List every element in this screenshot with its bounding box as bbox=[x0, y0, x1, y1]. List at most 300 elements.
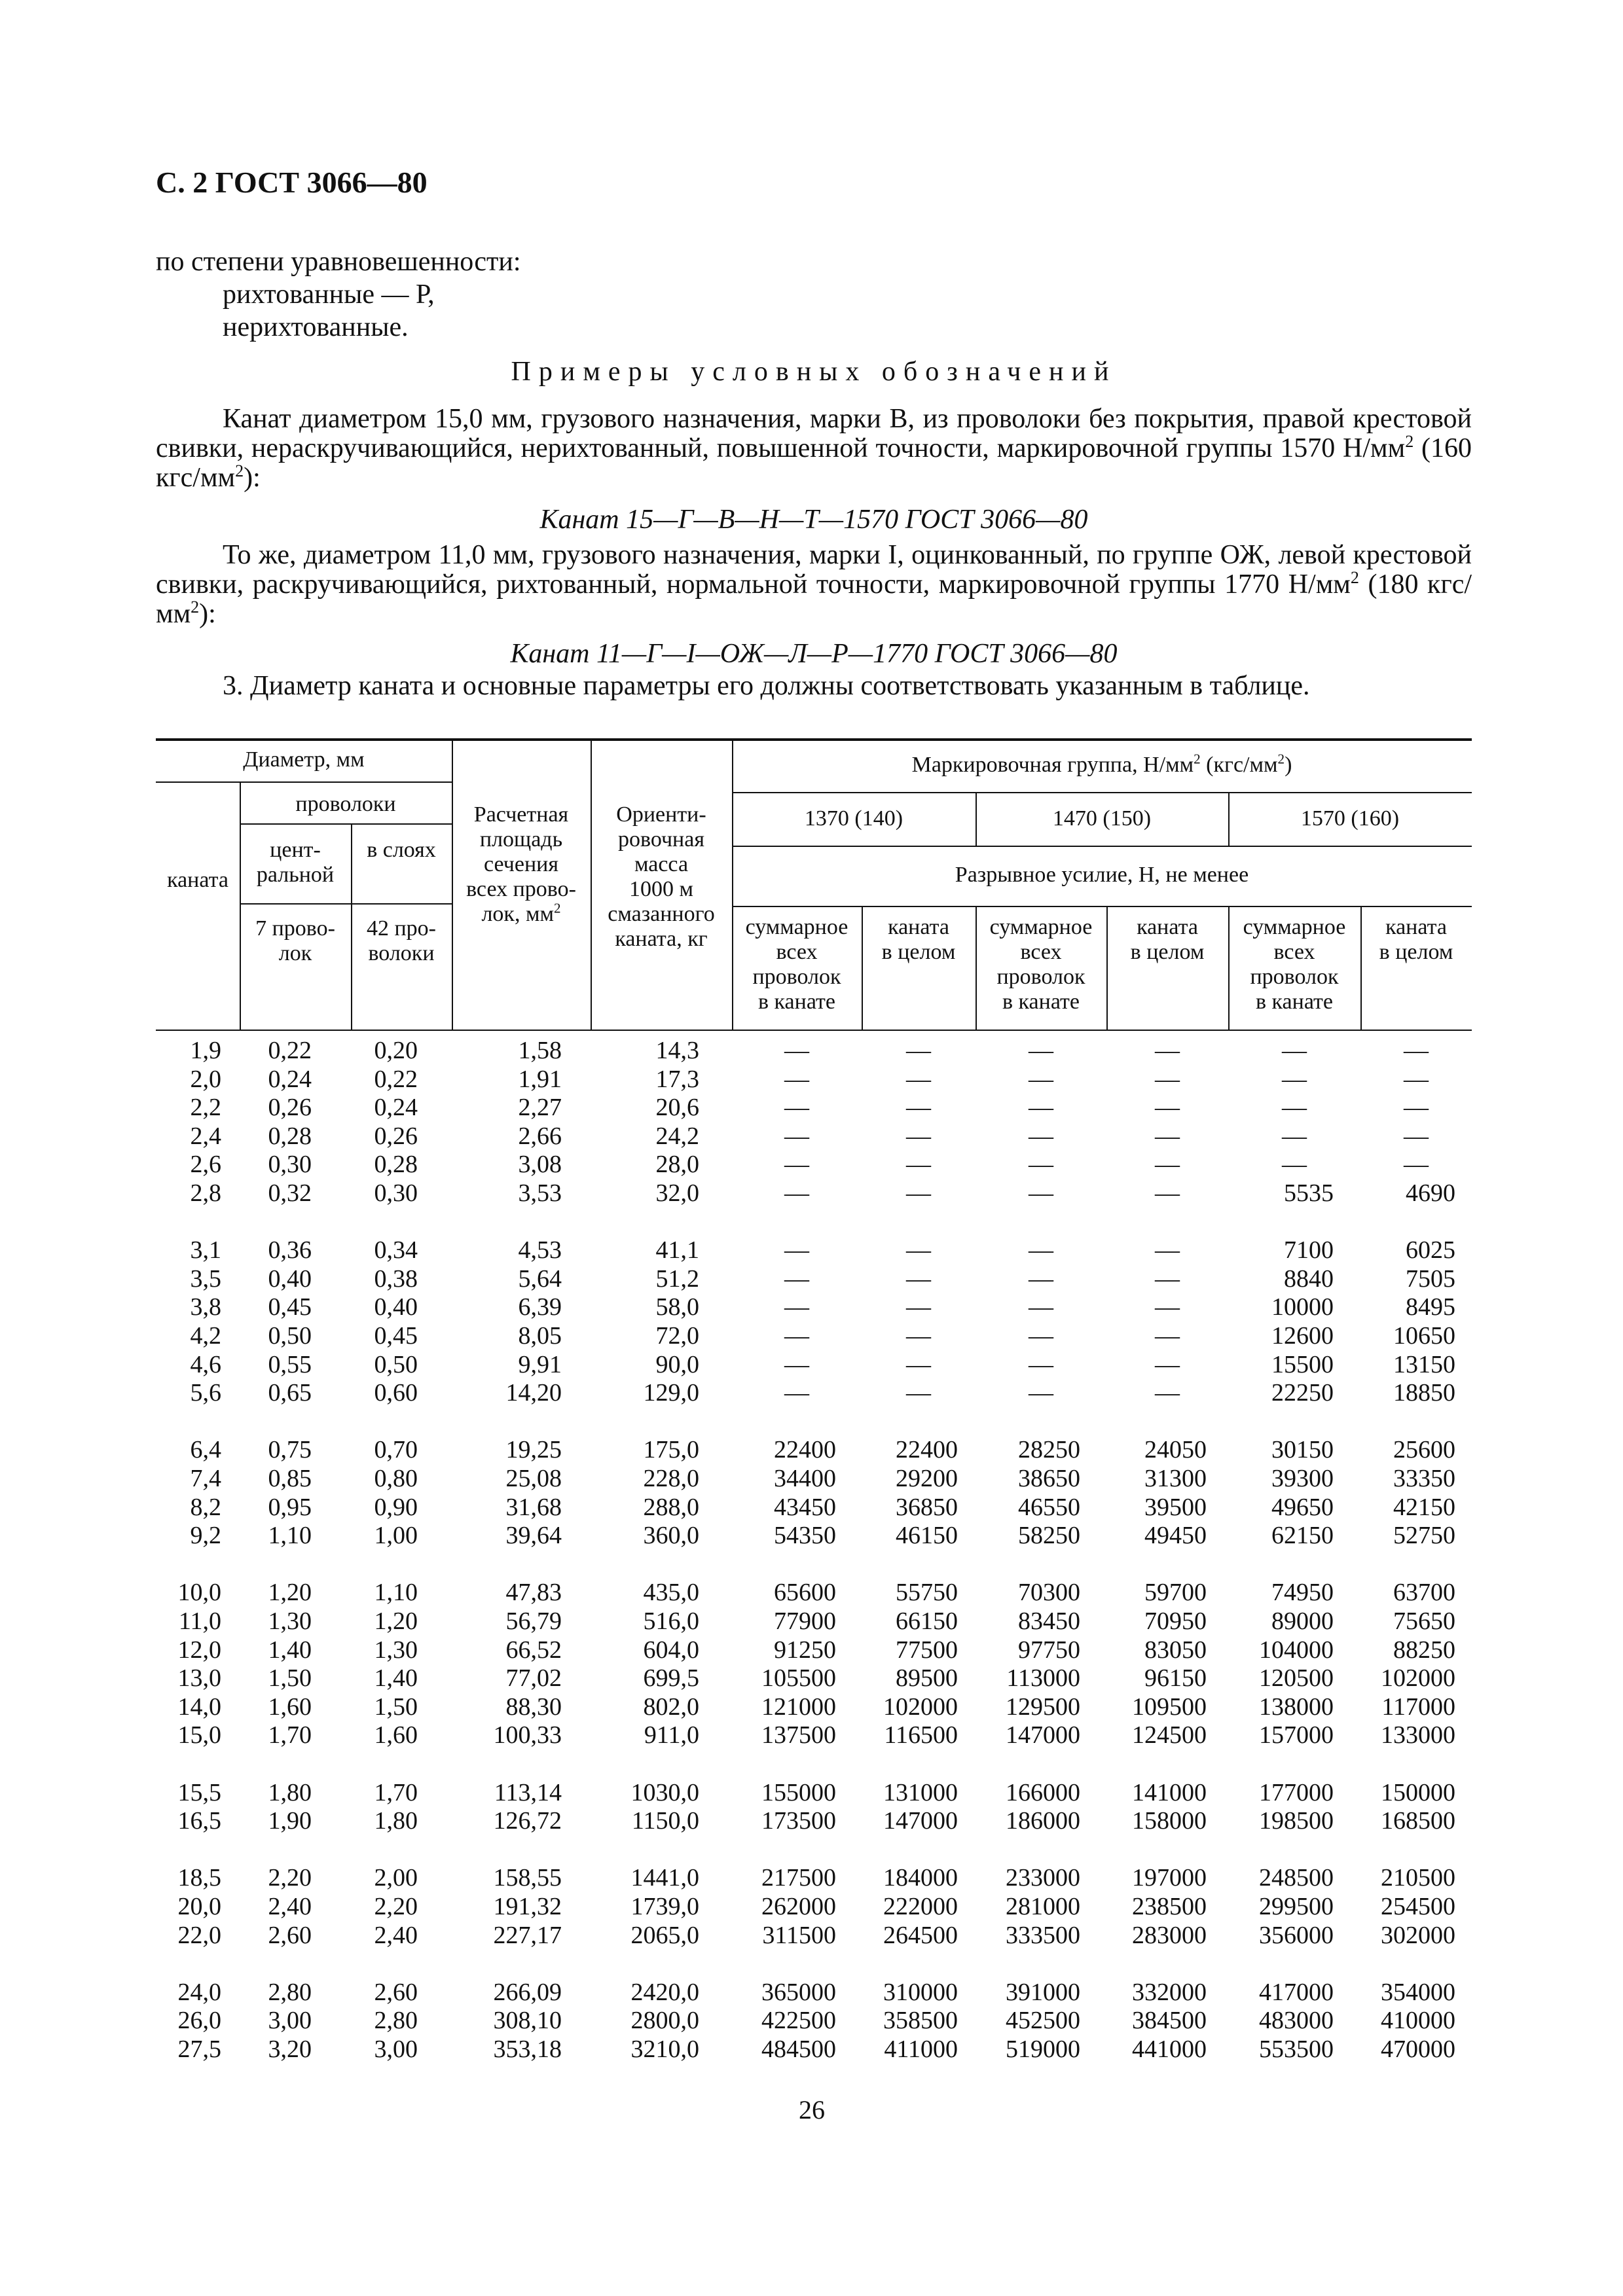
table-cell: — bbox=[1029, 1094, 1053, 1122]
header-central: цент- ральной bbox=[256, 838, 335, 887]
table-cell: 102000 bbox=[883, 1693, 958, 1721]
table-cell: 3210,0 bbox=[630, 2036, 699, 2063]
table-cell: 20,6 bbox=[655, 1094, 699, 1122]
table-cell: 42150 bbox=[1393, 1493, 1455, 1521]
table-cell: 52750 bbox=[1393, 1522, 1455, 1550]
table-cell: 19,25 bbox=[505, 1436, 562, 1464]
table-cell: 33350 bbox=[1393, 1465, 1455, 1492]
table-cell: 120500 bbox=[1259, 1664, 1334, 1693]
table-cell: 51,2 bbox=[655, 1265, 699, 1293]
table-cell: 90,0 bbox=[655, 1350, 699, 1378]
table-cell: — bbox=[1282, 1151, 1307, 1179]
table-cell: 5,64 bbox=[518, 1265, 562, 1293]
table-cell: 91250 bbox=[774, 1636, 836, 1664]
table-cell: 310000 bbox=[883, 1978, 958, 2006]
table-cell: 15500 bbox=[1271, 1350, 1334, 1378]
table-cell: 365000 bbox=[761, 1978, 836, 2006]
table-cell: 70950 bbox=[1144, 1607, 1207, 1635]
table-cell: 332000 bbox=[1132, 1978, 1207, 2006]
table-cell: 0,50 bbox=[374, 1350, 418, 1378]
header-whole-1570: каната в целом bbox=[1379, 915, 1453, 964]
example-2-text: То же, диаметром 11,0 мм, грузового назначения, марки I, оцинкованный, по группе ОЖ, левой крестовой свивки, раскручивающийся, рихтованный, нормальной точности, маркировочной группы 1770 $Н/мм^2$ (180 кгс/$мм^2$): bbox=[156, 540, 1472, 629]
table-cell: 117000 bbox=[1381, 1693, 1455, 1721]
table-cell: 0,45 bbox=[374, 1322, 418, 1350]
table-cell: 32,0 bbox=[655, 1179, 699, 1207]
table-cell: 7100 bbox=[1284, 1236, 1334, 1265]
table-cell: — bbox=[784, 1236, 809, 1265]
table-cell: 384500 bbox=[1132, 2007, 1207, 2035]
table-cell: 1,9 bbox=[190, 1037, 221, 1064]
table-cell: 1,50 bbox=[268, 1664, 312, 1693]
table-cell: — bbox=[906, 1236, 931, 1265]
table-cell: 3,1 bbox=[190, 1236, 221, 1265]
table-cell: 22400 bbox=[896, 1436, 958, 1464]
table-cell: 88250 bbox=[1393, 1636, 1455, 1664]
header-wires: проволоки bbox=[295, 792, 396, 816]
page-header: С. 2 ГОСТ 3066—80 bbox=[156, 166, 428, 199]
table-cell: 9,91 bbox=[518, 1350, 562, 1378]
table-cell: — bbox=[1282, 1122, 1307, 1150]
table-cell: — bbox=[1404, 1122, 1429, 1150]
table-cell: 6,4 bbox=[190, 1436, 221, 1464]
table-cell: 34400 bbox=[774, 1465, 836, 1492]
table-cell: 14,20 bbox=[505, 1379, 562, 1407]
table-cell: 3,5 bbox=[190, 1265, 221, 1293]
table-cell: 233000 bbox=[1006, 1864, 1080, 1892]
table-cell: 38650 bbox=[1018, 1465, 1080, 1492]
table-cell: 1739,0 bbox=[630, 1893, 699, 1920]
table-cell: 1,00 bbox=[374, 1522, 418, 1550]
table-cell: — bbox=[1029, 1293, 1053, 1321]
table-cell: 75650 bbox=[1393, 1607, 1455, 1635]
header-mass: Ориенти- ровочная масса 1000 м смазанного каната, кг bbox=[608, 802, 715, 951]
table-cell: 63700 bbox=[1393, 1579, 1455, 1607]
table-cell: — bbox=[906, 1065, 931, 1093]
table-cell: 22,0 bbox=[177, 1921, 221, 1949]
table-cell: 5535 bbox=[1284, 1179, 1334, 1207]
table-cell: 89500 bbox=[896, 1664, 958, 1693]
table-cell: 150000 bbox=[1381, 1778, 1455, 1806]
table-cell: 2,20 bbox=[268, 1864, 312, 1892]
table-cell: 0,40 bbox=[268, 1265, 312, 1293]
table-cell: — bbox=[1404, 1094, 1429, 1122]
table-cell: 441000 bbox=[1132, 2036, 1207, 2063]
table-cell: 25,08 bbox=[505, 1465, 562, 1492]
header-group-1470: 1470 (150) bbox=[1052, 806, 1152, 831]
table-cell: 36850 bbox=[896, 1493, 958, 1521]
table-cell: 197000 bbox=[1132, 1864, 1207, 1892]
table-cell: 435,0 bbox=[643, 1579, 699, 1607]
table-cell: 15,5 bbox=[177, 1778, 221, 1806]
table-cell: 311500 bbox=[762, 1921, 836, 1949]
table-cell: 65600 bbox=[774, 1579, 836, 1607]
table-cell: 0,26 bbox=[374, 1122, 418, 1150]
table-cell: 1,80 bbox=[268, 1778, 312, 1806]
table-cell: 49650 bbox=[1271, 1493, 1334, 1521]
header-breaking-force: Разрывное усилие, Н, не менее bbox=[955, 863, 1249, 887]
table-cell: 1,40 bbox=[374, 1664, 418, 1693]
table-cell: 41,1 bbox=[655, 1236, 699, 1265]
table-cell: 10,0 bbox=[177, 1579, 221, 1607]
table-cell: 2065,0 bbox=[630, 1921, 699, 1949]
table-cell: 1,60 bbox=[268, 1693, 312, 1721]
table-cell: 31300 bbox=[1144, 1465, 1207, 1492]
table-cell: 8840 bbox=[1284, 1265, 1334, 1293]
table-cell: 2800,0 bbox=[630, 2007, 699, 2035]
table-cell: 391000 bbox=[1006, 1978, 1080, 2006]
table-cell: — bbox=[784, 1122, 809, 1150]
table-cell: 210500 bbox=[1381, 1864, 1455, 1892]
examples-title: Примеры условных обозначений bbox=[511, 357, 1117, 387]
table-cell: 1150,0 bbox=[631, 1807, 699, 1835]
table-cell: 422500 bbox=[761, 2007, 836, 2035]
table-cell: — bbox=[784, 1265, 809, 1293]
table-cell: 0,28 bbox=[374, 1151, 418, 1179]
table-cell: 411000 bbox=[884, 2036, 958, 2063]
table-cell: 0,24 bbox=[268, 1065, 312, 1093]
clause-3: 3. Диаметр каната и основные параметры его должны соответствовать указанным в таблице. bbox=[223, 671, 1310, 701]
table-cell: 0,36 bbox=[268, 1236, 312, 1265]
table-cell: 137500 bbox=[761, 1721, 836, 1749]
table-cell: — bbox=[906, 1094, 931, 1122]
table-cell: 452500 bbox=[1006, 2007, 1080, 2035]
table-cell: 124500 bbox=[1132, 1721, 1207, 1749]
table-cell: 0,50 bbox=[268, 1322, 312, 1350]
table-cell: — bbox=[784, 1350, 809, 1378]
table-cell: 6,39 bbox=[518, 1293, 562, 1321]
table-cell: — bbox=[1029, 1265, 1053, 1293]
table-cell: 1,90 bbox=[268, 1807, 312, 1835]
table-cell: — bbox=[1029, 1122, 1053, 1150]
table-cell: 1,70 bbox=[374, 1778, 418, 1806]
table-cell: 2,40 bbox=[268, 1893, 312, 1920]
table-cell: 12600 bbox=[1271, 1322, 1334, 1350]
table-cell: 2,0 bbox=[190, 1065, 221, 1093]
table-cell: — bbox=[1029, 1037, 1053, 1064]
table-cell: 228,0 bbox=[643, 1465, 699, 1492]
table-cell: 100,33 bbox=[493, 1721, 562, 1749]
header-group-1370: 1370 (140) bbox=[804, 806, 903, 831]
table-cell: — bbox=[1029, 1065, 1053, 1093]
table-cell: 2,2 bbox=[190, 1094, 221, 1122]
table-cell: 0,28 bbox=[268, 1122, 312, 1150]
table-cell: 31,68 bbox=[505, 1493, 562, 1521]
table-cell: 358500 bbox=[883, 2007, 958, 2035]
table-cell: 410000 bbox=[1381, 2007, 1455, 2035]
table-cell: — bbox=[1029, 1322, 1053, 1350]
table-cell: 155000 bbox=[761, 1778, 836, 1806]
table-cell: 254500 bbox=[1381, 1893, 1455, 1920]
table-cell: 1030,0 bbox=[630, 1778, 699, 1806]
table-cell: 126,72 bbox=[493, 1807, 562, 1835]
table-cell: 353,18 bbox=[493, 2036, 562, 2063]
table-cell: 0,95 bbox=[268, 1493, 312, 1521]
table-cell: 191,32 bbox=[493, 1893, 562, 1920]
table-cell: 604,0 bbox=[643, 1636, 699, 1664]
table-cell: 4,53 bbox=[518, 1236, 562, 1265]
table-cell: 2,00 bbox=[374, 1864, 418, 1892]
table-cell: 24050 bbox=[1144, 1436, 1207, 1464]
table-cell: 217500 bbox=[761, 1864, 836, 1892]
table-cell: — bbox=[1155, 1379, 1180, 1407]
table-cell: 28,0 bbox=[655, 1151, 699, 1179]
table-cell: 55750 bbox=[896, 1579, 958, 1607]
table-cell: — bbox=[1155, 1037, 1180, 1064]
header-sum-1370: суммарное всех проволок в канате bbox=[745, 915, 848, 1014]
table-cell: 9,2 bbox=[190, 1522, 221, 1550]
table-cell: — bbox=[784, 1293, 809, 1321]
table-cell: 248500 bbox=[1259, 1864, 1334, 1892]
rope-parameters-table bbox=[156, 738, 1472, 2063]
table-cell: 17,3 bbox=[655, 1065, 699, 1093]
table-cell: 2,4 bbox=[190, 1122, 221, 1150]
table-cell: 519000 bbox=[1006, 2036, 1080, 2063]
table-cell: — bbox=[1282, 1065, 1307, 1093]
table-cell: 281000 bbox=[1006, 1893, 1080, 1920]
table-cell: 356000 bbox=[1259, 1921, 1334, 1949]
table-cell: 43450 bbox=[774, 1493, 836, 1521]
table-cell: 4,2 bbox=[190, 1322, 221, 1350]
table-cell: — bbox=[1029, 1179, 1053, 1207]
table-cell: 28250 bbox=[1018, 1436, 1080, 1464]
table-cell: 121000 bbox=[761, 1693, 836, 1721]
table-cell: 0,45 bbox=[268, 1293, 312, 1321]
table-cell: 2,80 bbox=[268, 1978, 312, 2006]
table-cell: 177000 bbox=[1259, 1778, 1334, 1806]
table-cell: 417000 bbox=[1259, 1978, 1334, 2006]
table-cell: 1,10 bbox=[268, 1522, 312, 1550]
table-cell: 46550 bbox=[1018, 1493, 1080, 1521]
table-cell: 7505 bbox=[1406, 1265, 1455, 1293]
table-cell: 4,6 bbox=[190, 1350, 221, 1378]
table-cell: 0,75 bbox=[268, 1436, 312, 1464]
table-cell: — bbox=[784, 1322, 809, 1350]
table-cell: 1441,0 bbox=[630, 1864, 699, 1892]
table-cell: — bbox=[1155, 1122, 1180, 1150]
table-cell: 20,0 bbox=[177, 1893, 221, 1920]
table-cell: 0,20 bbox=[374, 1037, 418, 1064]
header-diameter: Диаметр, мм bbox=[243, 747, 365, 772]
table-cell: — bbox=[1404, 1037, 1429, 1064]
table-cell: — bbox=[784, 1379, 809, 1407]
table-cell: 911,0 bbox=[644, 1721, 699, 1749]
table-cell: 133000 bbox=[1381, 1721, 1455, 1749]
table-cell: 483000 bbox=[1259, 2007, 1334, 2035]
table-cell: 0,60 bbox=[374, 1379, 418, 1407]
table-cell: 470000 bbox=[1381, 2036, 1455, 2063]
table-cell: — bbox=[1155, 1293, 1180, 1321]
table-cell: 0,30 bbox=[268, 1151, 312, 1179]
table-cell: — bbox=[906, 1265, 931, 1293]
table-cell: — bbox=[906, 1122, 931, 1150]
table-cell: 158000 bbox=[1132, 1807, 1207, 1835]
table-cell: — bbox=[906, 1151, 931, 1179]
table-cell: 222000 bbox=[883, 1893, 958, 1920]
table-cell: 83450 bbox=[1018, 1607, 1080, 1635]
table-cell: — bbox=[906, 1293, 931, 1321]
table-cell: 74950 bbox=[1271, 1579, 1334, 1607]
table-cell: 157000 bbox=[1259, 1721, 1334, 1749]
table-cell: 12,0 bbox=[177, 1636, 221, 1664]
table-cell: 227,17 bbox=[493, 1921, 562, 1949]
table-cell: — bbox=[784, 1094, 809, 1122]
table-cell: 0,24 bbox=[374, 1094, 418, 1122]
table-cell: 39500 bbox=[1144, 1493, 1207, 1521]
table-cell: 198500 bbox=[1259, 1807, 1334, 1835]
table-cell: 302000 bbox=[1381, 1921, 1455, 1949]
table-cell: 3,08 bbox=[518, 1151, 562, 1179]
table-cell: 14,0 bbox=[177, 1693, 221, 1721]
table-cell: 2,8 bbox=[190, 1179, 221, 1207]
table-cell: 1,91 bbox=[518, 1065, 562, 1093]
table-cell: 129500 bbox=[1006, 1693, 1080, 1721]
table-cell: 2,66 bbox=[518, 1122, 562, 1150]
table-cell: 175,0 bbox=[643, 1436, 699, 1464]
table-cell: 0,90 bbox=[374, 1493, 418, 1521]
table-cell: 29200 bbox=[896, 1465, 958, 1492]
table-cell: 105500 bbox=[761, 1664, 836, 1693]
table-cell: — bbox=[1029, 1379, 1053, 1407]
table-cell: 5,6 bbox=[190, 1379, 221, 1407]
table-cell: 0,80 bbox=[374, 1465, 418, 1492]
table-cell: 77900 bbox=[774, 1607, 836, 1635]
table-cell: 1,40 bbox=[268, 1636, 312, 1664]
table-cell: 0,38 bbox=[374, 1265, 418, 1293]
table-cell: — bbox=[1155, 1179, 1180, 1207]
table-cell: 0,70 bbox=[374, 1436, 418, 1464]
table-cell: 54350 bbox=[774, 1522, 836, 1550]
table-cell: — bbox=[784, 1179, 809, 1207]
header-whole-1370: каната в целом bbox=[881, 915, 956, 964]
table-cell: 83050 bbox=[1144, 1636, 1207, 1664]
table-cell: 27,5 bbox=[177, 2036, 221, 2063]
table-cell: 3,00 bbox=[268, 2007, 312, 2035]
table-cell: 166000 bbox=[1006, 1778, 1080, 1806]
table-cell: 113,14 bbox=[494, 1778, 562, 1806]
table-cell: — bbox=[1404, 1065, 1429, 1093]
table-cell: 138000 bbox=[1259, 1693, 1334, 1721]
table-cell: 484500 bbox=[761, 2036, 836, 2063]
table-cell: 2,27 bbox=[518, 1094, 562, 1122]
table-cell: 308,10 bbox=[493, 2007, 562, 2035]
table-cell: 14,3 bbox=[655, 1037, 699, 1064]
table-cell: 58250 bbox=[1018, 1522, 1080, 1550]
table-cell: 802,0 bbox=[643, 1693, 699, 1721]
table-cell: 147000 bbox=[1006, 1721, 1080, 1749]
table-cell: 129,0 bbox=[643, 1379, 699, 1407]
table-cell: — bbox=[906, 1037, 931, 1064]
intro-line-2: рихтованные — Р, bbox=[223, 279, 435, 310]
table-cell: — bbox=[784, 1151, 809, 1179]
table-cell: 47,83 bbox=[505, 1579, 562, 1607]
table-cell: 96150 bbox=[1144, 1664, 1207, 1693]
table-cell: 158,55 bbox=[493, 1864, 562, 1892]
table-cell: 49450 bbox=[1144, 1522, 1207, 1550]
header-whole-1470: каната в целом bbox=[1130, 915, 1205, 964]
table-cell: 0,40 bbox=[374, 1293, 418, 1321]
table-cell: 147000 bbox=[883, 1807, 958, 1835]
table-cell: 22400 bbox=[774, 1436, 836, 1464]
header-rope: каната bbox=[167, 868, 228, 892]
table-cell: 3,20 bbox=[268, 2036, 312, 2063]
page-number: 26 bbox=[799, 2095, 825, 2125]
table-cell: 16,5 bbox=[177, 1807, 221, 1835]
table-cell: 58,0 bbox=[655, 1293, 699, 1321]
table-cell: — bbox=[784, 1037, 809, 1064]
table-cell: 1,58 bbox=[518, 1037, 562, 1064]
table-cell: 113000 bbox=[1006, 1664, 1080, 1693]
table-cell: 2,20 bbox=[374, 1893, 418, 1920]
table-cell: 88,30 bbox=[505, 1693, 562, 1721]
table-cell: 24,2 bbox=[655, 1122, 699, 1150]
table-cell: 262000 bbox=[761, 1893, 836, 1920]
table-cell: 553500 bbox=[1259, 2036, 1334, 2063]
table-cell: 1,30 bbox=[374, 1636, 418, 1664]
table-cell: — bbox=[1404, 1151, 1429, 1179]
table-cell: 173500 bbox=[761, 1807, 836, 1835]
table-cell: 266,09 bbox=[493, 1978, 562, 2006]
table-cell: 18850 bbox=[1393, 1379, 1455, 1407]
table-cell: 360,0 bbox=[643, 1522, 699, 1550]
header-7-wires: 7 прово- лок bbox=[255, 916, 335, 965]
table-cell: 109500 bbox=[1132, 1693, 1207, 1721]
table-cell: 288,0 bbox=[643, 1493, 699, 1521]
table-cell: 1,20 bbox=[268, 1579, 312, 1607]
table-cell: — bbox=[1029, 1236, 1053, 1265]
table-cell: — bbox=[1155, 1265, 1180, 1293]
table-cell: 4690 bbox=[1406, 1179, 1455, 1207]
table-cell: 18,5 bbox=[177, 1864, 221, 1892]
table-cell: — bbox=[1155, 1151, 1180, 1179]
table-cell: 7,4 bbox=[190, 1465, 221, 1492]
table-cell: 66,52 bbox=[505, 1636, 562, 1664]
intro-line-3: нерихтованные. bbox=[223, 312, 409, 342]
table-cell: — bbox=[1155, 1350, 1180, 1378]
table-cell: 102000 bbox=[1381, 1664, 1455, 1693]
table-cell: 131000 bbox=[883, 1778, 958, 1806]
table-cell: 1,50 bbox=[374, 1693, 418, 1721]
table-cell: 1,20 bbox=[374, 1607, 418, 1635]
intro-line-1: по степени уравновешенности: bbox=[156, 247, 521, 277]
table-cell: — bbox=[1282, 1037, 1307, 1064]
table-cell: 333500 bbox=[1006, 1921, 1080, 1949]
table-cell: 3,00 bbox=[374, 2036, 418, 2063]
example-1-text: Канат диаметром 15,0 мм, грузового назначения, марки В, из проволоки без покрытия, правой крестовой свивки, нераскручивающийся, нерихтованный, повышенной точности, маркировочной группы 1570 $Н/мм^2$ (160 кгс/$мм^2$): bbox=[156, 404, 1472, 493]
table-cell: 77,02 bbox=[505, 1664, 562, 1693]
table-cell: 0,34 bbox=[374, 1236, 418, 1265]
table-cell: 15,0 bbox=[177, 1721, 221, 1749]
table-cell: — bbox=[1029, 1350, 1053, 1378]
table-cell: 3,8 bbox=[190, 1293, 221, 1321]
table-cell: 0,65 bbox=[268, 1379, 312, 1407]
table-cell: 62150 bbox=[1271, 1522, 1334, 1550]
table-cell: 0,55 bbox=[268, 1350, 312, 1378]
table-cell: 264500 bbox=[883, 1921, 958, 1949]
table-cell: 3,53 bbox=[518, 1179, 562, 1207]
table-cell: — bbox=[784, 1065, 809, 1093]
header-area: Расчетная площадь сечения всех прово- лок, $мм^2$ bbox=[466, 802, 576, 926]
table-cell: — bbox=[906, 1179, 931, 1207]
table-cell: 2,40 bbox=[374, 1921, 418, 1949]
table-cell: 24,0 bbox=[177, 1978, 221, 2006]
table-cell: — bbox=[906, 1322, 931, 1350]
header-sum-1470: суммарное всех проволок в канате bbox=[989, 915, 1093, 1014]
table-cell: 10000 bbox=[1271, 1293, 1334, 1321]
table-cell: 6025 bbox=[1406, 1236, 1455, 1265]
table-cell: 1,60 bbox=[374, 1721, 418, 1749]
table-cell: 299500 bbox=[1259, 1893, 1334, 1920]
table-cell: 22250 bbox=[1271, 1379, 1334, 1407]
